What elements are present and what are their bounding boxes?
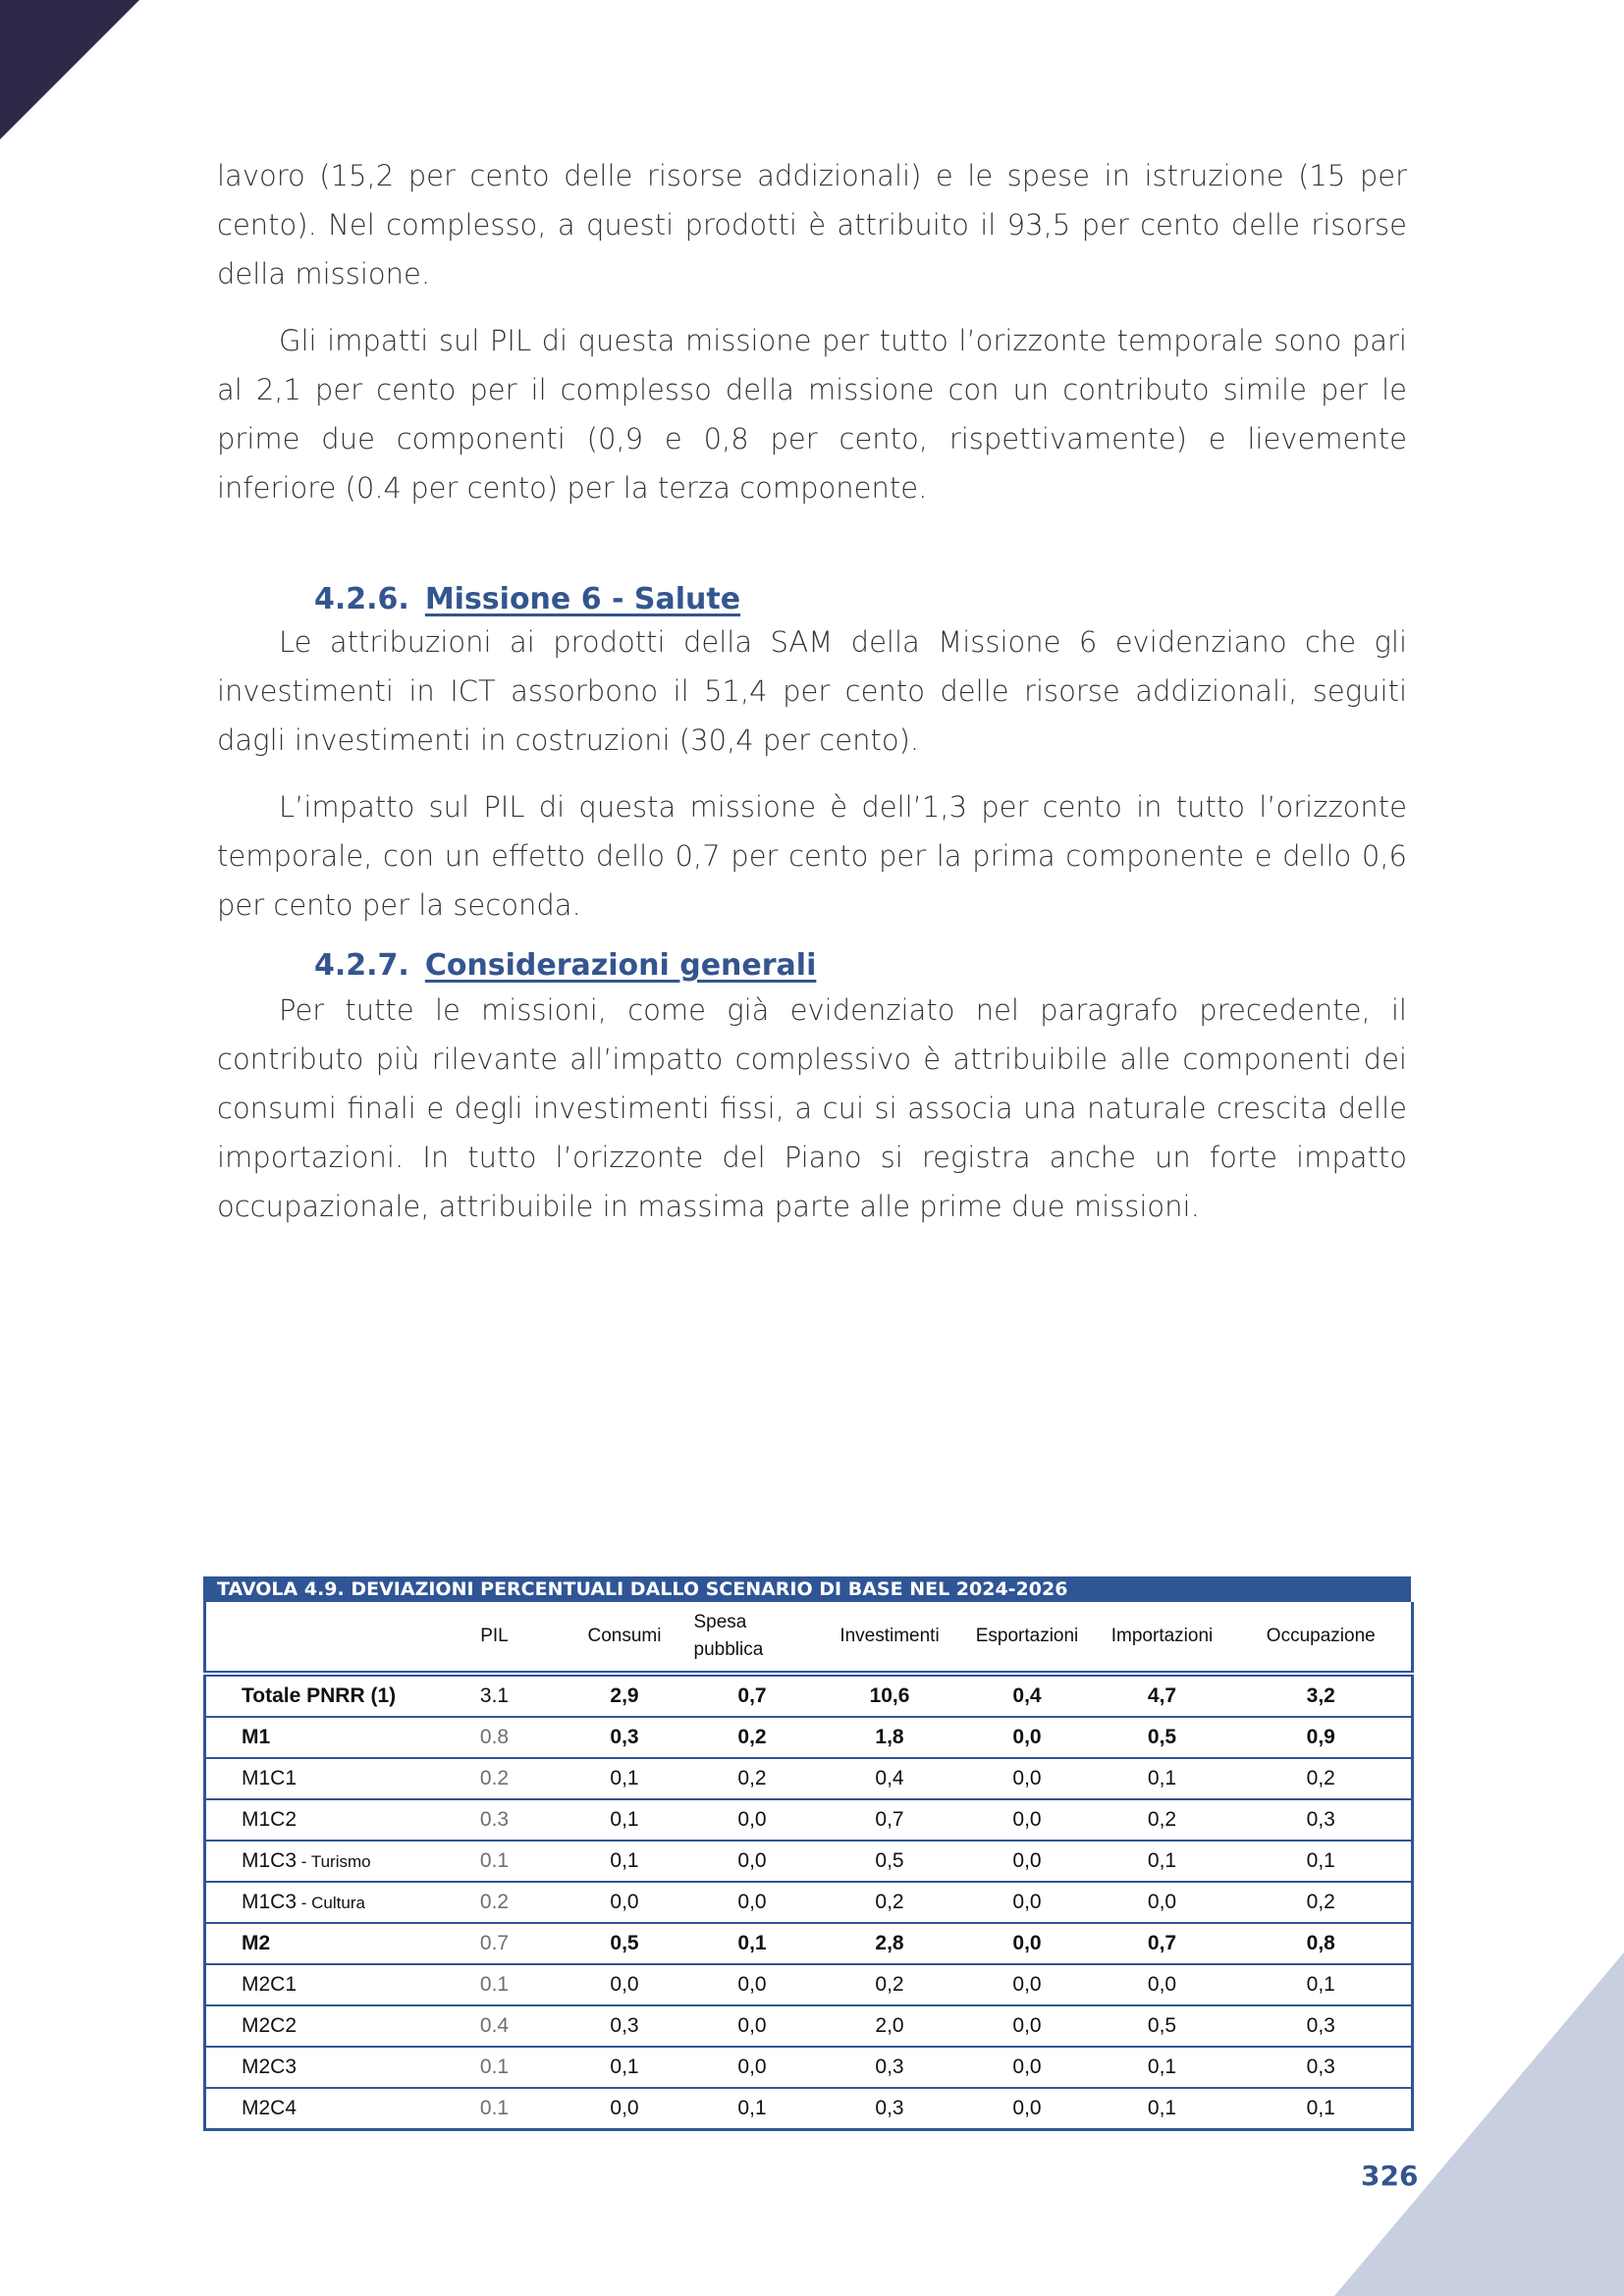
table-cell: 0.4 <box>426 2005 564 2047</box>
table-cell: 0.2 <box>426 1758 564 1799</box>
table-cell: 0.2 <box>426 1882 564 1923</box>
table-cell: 0,0 <box>1094 1964 1231 2005</box>
table-cell: 3.1 <box>426 1674 564 1717</box>
table-cell: 0,0 <box>961 2088 1094 2130</box>
paragraph-1-text: lavoro (15,2 per cento delle risorse addizionali) e le spese in istruzione (15 per cento). Nel complesso, a questi prodotti è attribuito il 93,5 per cento delle risorse della missione. <box>217 159 1407 291</box>
column-header: PIL <box>426 1602 564 1674</box>
table-cell: 0,0 <box>686 2047 819 2088</box>
paragraph-4-text: L’impatto sul PIL di questa missione è dell’1,3 per cento in tutto l’orizzonte temporale, con un effetto dello 0,7 per cento per la prima componente e dello 0,6 per cento per la seconda. <box>217 790 1407 922</box>
column-header: Spesa pubblica <box>686 1602 819 1674</box>
table-cell: 0,0 <box>961 1964 1094 2005</box>
table-row <box>205 1799 1413 1841</box>
table-cell: 0,2 <box>686 1717 819 1758</box>
column-header: Esportazioni <box>961 1602 1094 1674</box>
table-cell: 0,2 <box>686 1758 819 1799</box>
table-row <box>205 1717 1413 1758</box>
row-label: M1 <box>205 1717 426 1758</box>
paragraph-3-text: Le attribuzioni ai prodotti della SAM della Missione 6 evidenziano che gli investimenti in ICT assorbono il 51,4 per cento delle risorse addizionali, seguiti dagli investimenti in costruzioni (30,4 per cento). <box>217 625 1407 757</box>
table-cell: 1,8 <box>819 1717 961 1758</box>
table-cell: 0,1 <box>1094 1758 1231 1799</box>
table-cell: 0,0 <box>961 1882 1094 1923</box>
table-cell: 0,3 <box>1231 2005 1413 2047</box>
table-row <box>205 1758 1413 1799</box>
table-cell: 0,3 <box>564 2005 686 2047</box>
table-cell: 0.3 <box>426 1799 564 1841</box>
paragraph-1 <box>217 151 1407 298</box>
table-cell: 0.1 <box>426 1964 564 2005</box>
column-header <box>205 1602 426 1674</box>
table-cell: 0.1 <box>426 2088 564 2130</box>
table-row <box>205 1674 1413 1717</box>
table-cell: 0,3 <box>1231 1799 1413 1841</box>
row-label: Totale PNRR (1) <box>205 1674 426 1717</box>
table-cell: 0,1 <box>1231 1841 1413 1882</box>
table-cell: 0.8 <box>426 1717 564 1758</box>
table-cell: 0,0 <box>961 1799 1094 1841</box>
table-cell: 0,5 <box>564 1923 686 1964</box>
table-cell: 0,3 <box>819 2047 961 2088</box>
corner-decoration-top-left <box>0 0 139 139</box>
row-label: M1C3 - Turismo <box>205 1841 426 1882</box>
table-cell: 2,9 <box>564 1674 686 1717</box>
table-cell: 0,2 <box>1094 1799 1231 1841</box>
table-cell: 0.1 <box>426 1841 564 1882</box>
row-label-suffix: - Turismo <box>297 1852 371 1871</box>
table-cell: 0.1 <box>426 2047 564 2088</box>
table-row <box>205 1882 1413 1923</box>
page-number: 326 <box>1361 2160 1419 2192</box>
paragraph-2-text: Gli impatti sul PIL di questa missione per tutto l’orizzonte temporale sono pari al 2,1 per cento per il complesso della missione con un contributo simile per le prime due componenti (0,9 e 0,8 per cento, rispettivamente) e lievemente inferiore (0.4 per cento) per la terza componente. <box>217 324 1407 505</box>
table-cell: 0,1 <box>1094 2047 1231 2088</box>
table-cell: 0,7 <box>686 1674 819 1717</box>
row-label: M1C3 - Cultura <box>205 1882 426 1923</box>
section-heading-4-2-7 <box>314 946 816 986</box>
paragraph-5-text: Per tutte le missioni, come già evidenziato nel paragrafo precedente, il contributo più rilevante all’impatto complessivo è attribuibile alle componenti dei consumi finali e degli investimenti fissi, a cui si associa una naturale crescita delle importazioni. In tutto l’orizzonte del Piano si registra anche un forte impatto occupazionale, attribuibile in massima parte alle prime due missioni. <box>217 993 1407 1223</box>
table-cell: 4,7 <box>1094 1674 1231 1717</box>
section-title: Missione 6 - Salute <box>424 582 741 616</box>
row-label: M2C2 <box>205 2005 426 2047</box>
section-number: 4.2.6. <box>314 582 409 616</box>
table-row <box>205 2005 1413 2047</box>
table-cell: 0,9 <box>1231 1717 1413 1758</box>
row-label: M1C2 <box>205 1799 426 1841</box>
table-cell: 0,0 <box>961 1758 1094 1799</box>
column-header: Importazioni <box>1094 1602 1231 1674</box>
table-cell: 0,1 <box>564 1841 686 1882</box>
table-title: TAVOLA 4.9. DEVIAZIONI PERCENTUALI DALLO SCENARIO DI BASE NEL 2024-2026 <box>203 1576 1411 1602</box>
table-row <box>205 1841 1413 1882</box>
table-cell: 0,1 <box>564 2047 686 2088</box>
deviations-table <box>203 1602 1414 2131</box>
table-cell: 2,8 <box>819 1923 961 1964</box>
paragraph-5 <box>217 986 1407 1231</box>
table-cell: 2,0 <box>819 2005 961 2047</box>
table-row <box>205 2088 1413 2130</box>
row-label: M2C3 <box>205 2047 426 2088</box>
table-cell: 0,2 <box>1231 1882 1413 1923</box>
table-cell: 0,3 <box>1231 2047 1413 2088</box>
section-title: Considerazioni generali <box>424 948 817 983</box>
table-cell: 0,0 <box>564 2088 686 2130</box>
table-cell: 3,2 <box>1231 1674 1413 1717</box>
table-cell: 0,2 <box>1231 1758 1413 1799</box>
row-label: M2 <box>205 1923 426 1964</box>
paragraph-3 <box>217 617 1407 765</box>
table-cell: 0,5 <box>1094 1717 1231 1758</box>
table-cell: 0,5 <box>819 1841 961 1882</box>
table-cell: 0,0 <box>564 1964 686 2005</box>
table-cell: 0,0 <box>961 1717 1094 1758</box>
table-cell: 0,1 <box>1094 1841 1231 1882</box>
table-cell: 0,4 <box>961 1674 1094 1717</box>
table-cell: 0,0 <box>686 2005 819 2047</box>
row-label: M2C4 <box>205 2088 426 2130</box>
table-cell: 0,2 <box>819 1882 961 1923</box>
table-cell: 0,1 <box>686 1923 819 1964</box>
table-cell: 0,1 <box>1094 2088 1231 2130</box>
row-label: M2C1 <box>205 1964 426 2005</box>
table-row <box>205 1964 1413 2005</box>
table-header-row <box>205 1602 1413 1674</box>
table-cell: 0,0 <box>961 2005 1094 2047</box>
table-cell: 0,0 <box>686 1799 819 1841</box>
table-cell: 0,8 <box>1231 1923 1413 1964</box>
table-row <box>205 1923 1413 1964</box>
table-cell: 10,6 <box>819 1674 961 1717</box>
table-cell: 0,0 <box>564 1882 686 1923</box>
paragraph-2 <box>217 316 1407 512</box>
table-cell: 0,0 <box>1094 1882 1231 1923</box>
table-cell: 0,7 <box>819 1799 961 1841</box>
table-cell: 0,1 <box>1231 1964 1413 2005</box>
table-cell: 0,1 <box>564 1799 686 1841</box>
table-cell: 0,0 <box>961 1923 1094 1964</box>
table-cell: 0,1 <box>686 2088 819 2130</box>
column-header: Investimenti <box>819 1602 961 1674</box>
table-cell: 0,7 <box>1094 1923 1231 1964</box>
table-cell: 0.7 <box>426 1923 564 1964</box>
table-cell: 0,3 <box>819 2088 961 2130</box>
table-cell: 0,4 <box>819 1758 961 1799</box>
table-cell: 0,0 <box>961 1841 1094 1882</box>
table-body <box>205 1674 1413 2130</box>
table-cell: 0,0 <box>686 1882 819 1923</box>
table-cell: 0,5 <box>1094 2005 1231 2047</box>
row-label-suffix: - Cultura <box>297 1894 365 1912</box>
section-heading-4-2-6 <box>314 580 740 619</box>
column-header: Occupazione <box>1231 1602 1413 1674</box>
row-label: M1C1 <box>205 1758 426 1799</box>
table-cell: 0,0 <box>686 1841 819 1882</box>
data-table <box>203 1576 1411 2131</box>
table-cell: 0,1 <box>1231 2088 1413 2130</box>
table-row <box>205 2047 1413 2088</box>
column-header: Consumi <box>564 1602 686 1674</box>
table-cell: 0,1 <box>564 1758 686 1799</box>
table-cell: 0,0 <box>961 2047 1094 2088</box>
table-cell: 0,2 <box>819 1964 961 2005</box>
paragraph-4 <box>217 782 1407 930</box>
section-number: 4.2.7. <box>314 948 409 983</box>
table-cell: 0,3 <box>564 1717 686 1758</box>
table-cell: 0,0 <box>686 1964 819 2005</box>
